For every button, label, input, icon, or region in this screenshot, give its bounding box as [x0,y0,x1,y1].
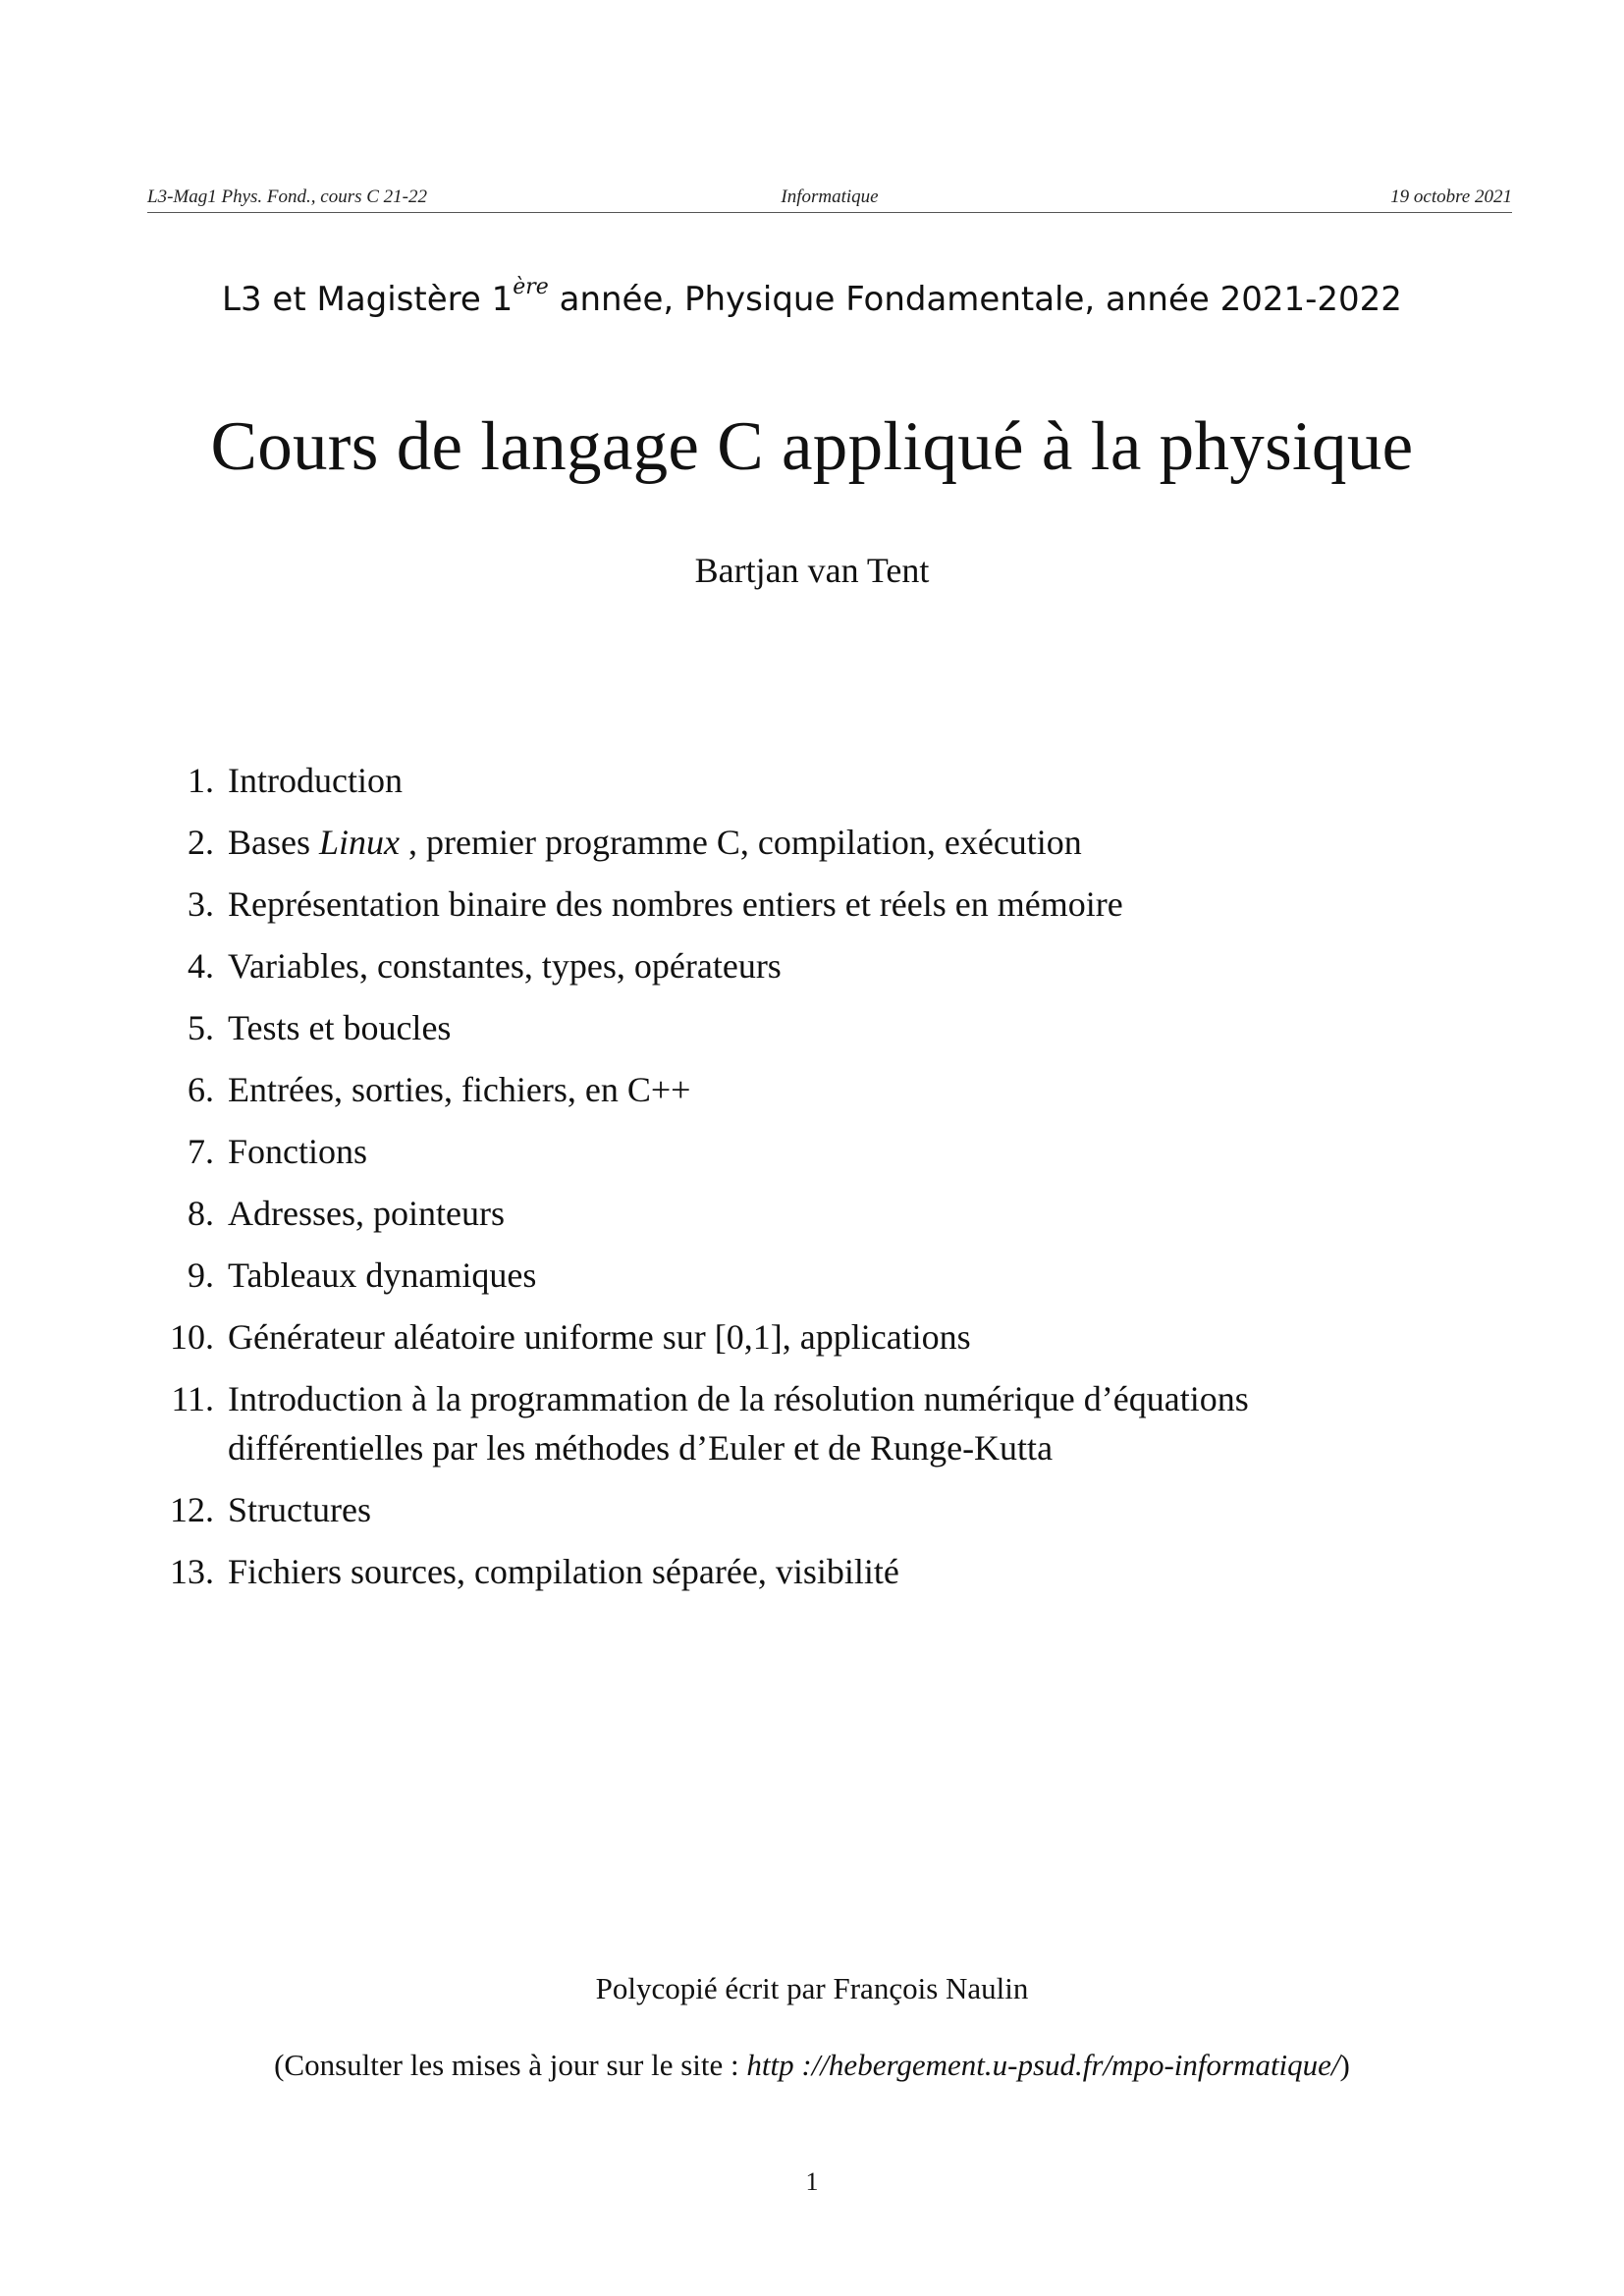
toc-item [0,880,1624,929]
toc-item-text-pre: Bases [228,823,319,862]
toc-item-number: 10. [170,1317,214,1357]
page-number: 1 [805,2167,819,2196]
header-date: 19 octobre 2021 [1390,187,1512,207]
toc-item-text: Entrées, sorties, fichiers, en C++ [228,1070,691,1109]
header-course-code: L3-Mag1 Phys. Fond., cours C 21-22 [147,187,427,207]
toc-item [0,1251,1624,1300]
header-subject: Informatique [781,187,879,207]
toc-item [0,1485,1624,1534]
toc-item [0,1547,1624,1596]
toc-item-text-line-1: Introduction à la programmation de la résolution numérique d’équations [228,1379,1249,1418]
toc-item-number: 4. [188,946,214,986]
toc-item-number: 12. [170,1490,214,1529]
toc-item-text: Fonctions [228,1132,368,1171]
toc-item-text-emphasis: Linux [319,823,401,862]
toc-item [0,756,1624,805]
toc-item-text: Générateur aléatoire uniforme sur [0,1], applications [228,1317,971,1357]
update-note-prefix: (Consulter les mises à jour sur le site : [274,2048,747,2082]
toc-item [0,1312,1624,1362]
toc-item-text: Tableaux dynamiques [228,1255,537,1295]
subtitle-suffix: année, Physique Fondamentale, année 2021-2022 [548,280,1402,319]
author-name: Bartjan van Tent [694,551,930,590]
toc-item-number: 11. [171,1379,214,1418]
toc-item-text: Représentation binaire des nombres entiers et réels en mémoire [228,884,1123,924]
subtitle-superscript: ère [513,275,549,299]
toc-item [0,1065,1624,1114]
toc-item-number: 2. [188,823,214,862]
toc-item-number: 8. [188,1194,214,1233]
toc-item-text: Variables, constantes, types, opérateurs [228,946,782,986]
toc-item [0,1374,1624,1472]
toc-item [0,1003,1624,1052]
toc-item [0,1127,1624,1176]
toc-item-text: Tests et boucles [228,1008,452,1047]
subtitle-prefix: L3 et Magistère 1 [222,280,514,319]
toc-item-text: Introduction [228,761,403,800]
running-header [147,183,1512,213]
toc-item [0,818,1624,867]
toc-item-text: Adresses, pointeurs [228,1194,505,1233]
update-note-suffix: ) [1339,2048,1350,2082]
toc-item [0,941,1624,990]
toc-item-text-post: , premier programme C, compilation, exécution [400,823,1082,862]
toc-item-number: 13. [170,1552,214,1591]
toc-item-number: 7. [188,1132,214,1171]
toc-item-text [228,818,1504,867]
toc-item [0,1189,1624,1238]
toc-item-text: Structures [228,1490,371,1529]
toc-item-text [228,1374,1504,1472]
update-note [0,2048,1624,2083]
toc-item-text: Fichiers sources, compilation séparée, visibilité [228,1552,899,1591]
course-subtitle [0,275,1624,319]
website-link[interactable]: http ://hebergement.u-psud.fr/mpo-informatique/ [746,2048,1340,2082]
toc-item-text-line-2: différentielles par les méthodes d’Euler et de Runge-Kutta [228,1428,1054,1468]
toc-item-number: 1. [188,761,214,800]
toc-item-number: 3. [188,884,214,924]
toc-item-number: 6. [188,1070,214,1109]
toc-item-number: 9. [188,1255,214,1295]
table-of-contents [0,756,1624,1609]
page-title: Cours de langage C appliqué à la physique [210,408,1414,485]
author-note: Polycopié écrit par François Naulin [595,1971,1029,2005]
toc-item-number: 5. [188,1008,214,1047]
